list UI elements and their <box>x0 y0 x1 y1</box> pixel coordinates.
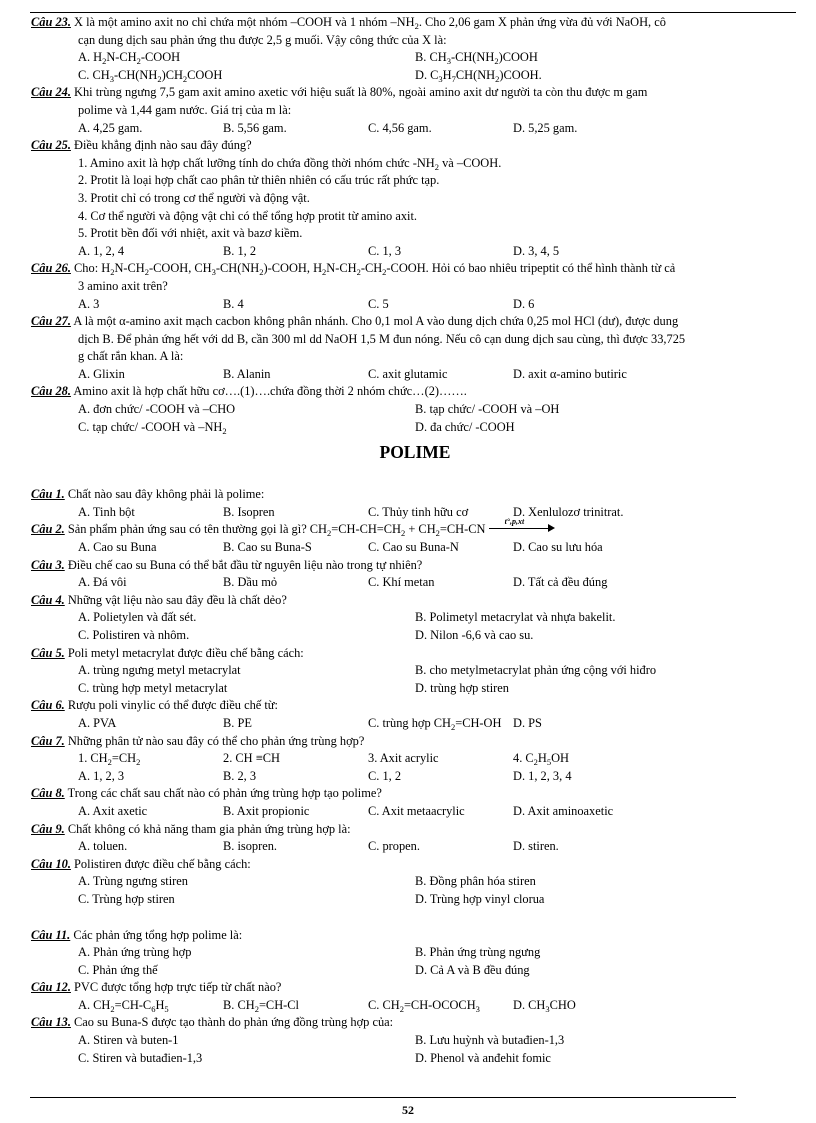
question <box>31 927 799 980</box>
question-text <box>31 313 799 331</box>
answer-option: A. 1, 2, 4 <box>78 243 125 258</box>
answer-option: B. Polimetyl metacrylat và nhựa bakelit. <box>415 610 616 625</box>
question-stem: Điều khẳng định nào sau đây đúng? <box>70 138 252 153</box>
question-text: 3 amino axit trên? <box>78 278 168 293</box>
answer-option: B. Đồng phân hóa stiren <box>415 874 536 889</box>
answer-option: C. 4,56 gam. <box>368 120 432 135</box>
answer-option: D. Tất cả đều đúng <box>513 575 608 590</box>
answer-option: A. 3 <box>78 296 100 311</box>
answer-option: C. Trùng hợp stiren <box>78 891 175 906</box>
statement-item: 4. Cơ thể người và động vật chỉ có thể tổng hợp protit từ amino axit. <box>78 208 418 223</box>
question-text <box>31 486 799 504</box>
answer-option: B. Axit propionic <box>223 803 310 818</box>
question-text <box>31 1014 799 1032</box>
question-text <box>31 645 799 663</box>
answer-option: D. 3, 4, 5 <box>513 243 560 258</box>
answer-options <box>31 67 799 85</box>
answer-options <box>31 574 799 592</box>
answer-option: B. Alanin <box>223 366 271 381</box>
arrow-head <box>548 524 555 532</box>
question <box>31 137 799 260</box>
question-text: dịch B. Để phản ứng hết với dd B, cần 300 ml dd NaOH 1,5 M đun nóng. Nếu cô cạn dung dịch sau cùng, thì được 33,725 <box>78 331 686 346</box>
answer-option: B. Dầu mỏ <box>223 575 278 590</box>
answer-option: A. toluen. <box>78 839 128 854</box>
answer-option: B. Phản ứng trùng ngưng <box>415 945 541 960</box>
question-label: Câu 26. <box>31 261 71 276</box>
answer-option: C. trùng hợp $CH_2=CH-OH$ <box>368 715 502 732</box>
answer-option: A. Glixin <box>78 366 125 381</box>
answer-option: C. Axit metaacrylic <box>368 803 465 818</box>
answer-option: A. Stiren và buten-1 <box>78 1033 179 1048</box>
answer-option: B. 1, 2 <box>223 243 257 258</box>
answer-options <box>31 873 799 891</box>
question-label: Câu 25. <box>31 138 71 153</box>
answer-option: D. Phenol và anđehit fomic <box>415 1050 551 1065</box>
question-text <box>31 517 799 539</box>
question-stem: Cao su Buna-S được tạo thành do phản ứng đồng trùng hợp của: <box>70 1015 394 1030</box>
question-text <box>31 557 799 575</box>
answer-option: D. PS <box>513 715 542 730</box>
question-stem: Những phân tử nào sau đây có thể cho phản ứng trùng hợp? <box>64 733 365 748</box>
question-text <box>31 979 799 997</box>
answer-option: B. isopren. <box>223 839 278 854</box>
question-stem: Rượu poli vinylic có thể được điều chế từ: <box>64 698 278 713</box>
answer-option: A. đơn chức/ -COOH và –CHO <box>78 402 236 417</box>
answer-options <box>31 1050 799 1068</box>
arrow-shaft <box>489 528 549 529</box>
page-content <box>31 14 799 1067</box>
answer-option: D. Cao su lưu hóa <box>513 540 603 555</box>
answer-option: B. Lưu huỳnh và butađien-1,3 <box>415 1033 565 1048</box>
question <box>31 785 799 820</box>
answer-option: C. Stiren và butađien-1,3 <box>78 1050 203 1065</box>
answer-option: C. 5 <box>368 296 389 311</box>
answer-options <box>31 891 799 909</box>
answer-options <box>31 944 799 962</box>
question-stem: Sản phẩm phản ứng sau có tên thường gọi là gì? $CH_2=CH-CH=CH_2 + CH_2=CH-CN$ <box>64 522 486 539</box>
answer-option: A. 4,25 gam. <box>78 120 143 135</box>
answer-option: C. propen. <box>368 839 420 854</box>
statement-item: 1. Amino axit là hợp chất lưỡng tính do chứa đồng thời nhóm chức $-NH_2$ và –COOH. <box>78 155 502 172</box>
answer-options <box>31 627 799 645</box>
answer-options <box>31 366 799 384</box>
question-stem: Những vật liệu nào sau đây đều là chất dẻo? <box>64 592 287 607</box>
answer-option: D. Axit aminoaxetic <box>513 803 614 818</box>
statement-item: 3. Protit chỉ có trong cơ thể người và động vật. <box>78 190 310 205</box>
question-text <box>31 260 799 278</box>
answer-option: D. trùng hợp stiren <box>415 680 509 695</box>
polymer-questions <box>31 486 799 1067</box>
spacer <box>31 909 799 927</box>
answer-options <box>31 609 799 627</box>
answer-option: A. Tinh bột <box>78 504 135 519</box>
answer-option: C. $CH_3-CH(NH_2)CH_2COOH$ <box>78 67 223 84</box>
answer-option: A. $CH_2=CH-C_6H_5$ <box>78 997 169 1014</box>
top-rule <box>30 12 796 13</box>
compound-list <box>31 750 799 768</box>
question-label: Câu 13. <box>31 1015 71 1030</box>
question-label: Câu 4. <box>31 592 65 607</box>
answer-option: C. tạp chức/ -COOH và $-NH_2$ <box>78 419 227 436</box>
answer-option: C. 1, 3 <box>368 243 402 258</box>
question <box>31 697 799 732</box>
question <box>31 1014 799 1067</box>
question-stem: Khi trùng ngưng 7,5 gam axit amino axetic với hiệu suất là 80%, ngoài amino axit dư người ta còn thu được m gam <box>70 85 648 100</box>
answer-options <box>31 419 799 437</box>
answer-option: C. 1, 2 <box>368 768 402 783</box>
answer-option: A. Polietylen và đất sét. <box>78 610 197 625</box>
question-text <box>31 84 799 102</box>
answer-option: C. Cao su Buna-N <box>368 540 459 555</box>
answer-option: B. Cao su Buna-S <box>223 540 312 555</box>
answer-option: B. 2, 3 <box>223 768 257 783</box>
question-label: Câu 10. <box>31 856 71 871</box>
answer-option: C. $CH_2=CH-OCOCH_3$ <box>368 997 480 1014</box>
question-label: Câu 2. <box>31 522 65 537</box>
answer-option: B. Isopren <box>223 504 275 519</box>
question-text <box>31 14 799 32</box>
question-stem: PVC được tổng hợp trực tiếp từ chất nào? <box>70 980 282 995</box>
question-label: Câu 9. <box>31 821 65 836</box>
answer-option: C. Phản ứng thế <box>78 962 158 977</box>
question-text <box>31 697 799 715</box>
question-text <box>31 927 799 945</box>
answer-options <box>31 539 799 557</box>
answer-options <box>31 296 799 314</box>
answer-option: D. đa chức/ -COOH <box>415 419 515 434</box>
question-stem: Trong các chất sau chất nào có phản ứng trùng hợp tạo polime? <box>64 786 382 801</box>
answer-option: D. 1, 2, 3, 4 <box>513 768 572 783</box>
answer-option: B. $CH_3-CH(NH_2)COOH$ <box>415 50 538 67</box>
answer-option: B. 4 <box>223 296 244 311</box>
answer-option: C. Khí metan <box>368 575 435 590</box>
answer-option: C. axit glutamic <box>368 366 448 381</box>
question-label: Câu 23. <box>31 15 71 29</box>
question-text <box>31 137 799 155</box>
answer-option: D. 6 <box>513 296 535 311</box>
question <box>31 645 799 698</box>
compound-item: 3. Axit acrylic <box>368 751 439 766</box>
question-stem: Điều chế cao su Buna có thể bắt đầu từ nguyên liệu nào trong tự nhiên? <box>64 557 423 572</box>
answer-options <box>31 997 799 1015</box>
answer-options <box>31 120 799 138</box>
answer-option: A. Phản ứng trùng hợp <box>78 945 192 960</box>
question-label: Câu 24. <box>31 85 71 100</box>
question-label: Câu 11. <box>31 927 71 942</box>
question <box>31 733 799 786</box>
reaction-arrow-icon <box>489 517 555 533</box>
question-stem: Polistiren được điều chế bằng cách: <box>70 856 251 871</box>
question <box>31 486 799 521</box>
answer-options <box>31 715 799 733</box>
question-stem: Chất không có khả năng tham gia phản ứng trùng hợp là: <box>64 821 351 836</box>
question-text: g chất rắn khan. A là: <box>78 349 184 364</box>
answer-option: D. Nilon -6,6 và cao su. <box>415 628 534 642</box>
answer-options <box>31 1032 799 1050</box>
compound-item: 2. CH ≡CH <box>223 751 280 766</box>
question-label: Câu 1. <box>31 487 65 502</box>
answer-option: A. $H_2N-CH_2$-COOH <box>78 50 181 67</box>
answer-option: D. $CH_3CHO$ <box>513 997 576 1014</box>
answer-option: B. PE <box>223 715 252 730</box>
answer-option: A. Cao su Buna <box>78 540 157 555</box>
question-stem: A là một α-amino axit mạch cacbon không phân nhánh. Cho 0,1 mol A vào dung dịch chứa 0,25 mol HCl (dư), được dung <box>70 314 679 329</box>
question-text: cạn dung dịch sau phản ứng thu được 2,5 g muối. Vậy công thức của X là: <box>78 32 447 47</box>
question-label: Câu 8. <box>31 786 65 801</box>
question-stem: Cho: $H_2N-CH_2$-COOH, $CH_3-CH(NH_2)$-COOH, $H_2N-CH_2-CH_2$-COOH. Hỏi có bao nhiêu tripeptit có thể hình thành từ cả <box>70 261 676 278</box>
question <box>31 856 799 909</box>
question-text <box>31 785 799 803</box>
answer-options <box>31 243 799 261</box>
answer-option: A. 1, 2, 3 <box>78 768 125 783</box>
answer-option: D. Trùng hợp vinyl clorua <box>415 891 545 906</box>
question-text <box>31 821 799 839</box>
question-label: Câu 3. <box>31 557 65 572</box>
answer-options <box>31 803 799 821</box>
answer-option: D. Cả A và B đều đúng <box>415 962 530 977</box>
answer-options <box>31 49 799 67</box>
answer-option: A. Đá vôi <box>78 575 127 590</box>
question-text <box>31 592 799 610</box>
question-stem: X là một amino axit no chỉ chứa một nhóm –COOH và 1 nhóm $-NH_2$. Cho 2,06 gam X phản ứng vừa đủ với NaOH, cô <box>70 15 666 31</box>
question-stem: Amino axit là hợp chất hữu cơ….(1)….chứa đồng thời 2 nhóm chức…(2)……. <box>70 384 467 399</box>
question-stem: Các phản ứng tổng hợp polime là: <box>70 927 243 942</box>
question-label: Câu 6. <box>31 698 65 713</box>
compound-item: 4. $C_2H_5OH$ <box>513 751 570 768</box>
page-number: 52 <box>402 1103 414 1117</box>
question <box>31 313 799 383</box>
question <box>31 84 799 137</box>
answer-option: D. axit α-amino butiric <box>513 366 627 381</box>
answer-option: D. Xenlulozơ trinitrat. <box>513 504 624 519</box>
statement-list <box>31 155 799 243</box>
question-label: Câu 28. <box>31 384 71 399</box>
answer-option: B. $CH_2=CH-Cl$ <box>223 997 299 1014</box>
question <box>31 383 799 436</box>
answer-option: A. trùng ngưng metyl metacrylat <box>78 663 241 678</box>
answer-option: A. PVA <box>78 715 117 730</box>
bottom-rule <box>30 1097 736 1098</box>
question <box>31 260 799 313</box>
answer-option: C. Thủy tinh hữu cơ <box>368 504 469 519</box>
answer-option: A. Trùng ngưng stiren <box>78 874 188 889</box>
question-label: Câu 27. <box>31 314 71 329</box>
question-text <box>31 856 799 874</box>
question <box>31 592 799 645</box>
answer-option: C. Polistiren và nhôm. <box>78 628 190 642</box>
answer-option: A. Axit axetic <box>78 803 148 818</box>
section-title: POLIME <box>379 442 451 463</box>
question <box>31 14 799 84</box>
question <box>31 557 799 592</box>
question <box>31 821 799 856</box>
answer-option: D. 5,25 gam. <box>513 120 578 135</box>
question <box>31 517 799 556</box>
question-stem: Poli metyl metacrylat được điều chế bằng cách: <box>64 645 304 660</box>
answer-option: B. 5,56 gam. <box>223 120 287 135</box>
arrow-condition-label: t°,p,xt <box>504 517 525 527</box>
amino-acid-questions <box>31 14 799 436</box>
answer-option: D. $C_3H_7CH(NH_2)COOH$. <box>415 67 542 84</box>
answer-options <box>31 662 799 680</box>
answer-options <box>31 962 799 980</box>
question-text <box>31 383 799 401</box>
question-text <box>31 733 799 751</box>
question <box>31 979 799 1014</box>
question-label: Câu 12. <box>31 980 71 995</box>
question-label: Câu 7. <box>31 733 65 748</box>
answer-options <box>31 768 799 786</box>
compound-item: 1. $CH_2=CH_2$ <box>78 751 141 768</box>
answer-options <box>31 504 799 522</box>
answer-option: D. stiren. <box>513 839 559 854</box>
answer-option: C. trùng hợp metyl metacrylat <box>78 680 228 695</box>
statement-item: 5. Protit bền đối với nhiệt, axit và bazơ kiềm. <box>78 226 303 241</box>
answer-option: B. tạp chức/ -COOH và –OH <box>415 402 560 417</box>
question-label: Câu 5. <box>31 645 65 660</box>
answer-options <box>31 838 799 856</box>
answer-option: B. cho metylmetacrylat phản ứng cộng với hiđro <box>415 663 657 678</box>
answer-options <box>31 680 799 698</box>
answer-options <box>31 401 799 419</box>
question-stem: Chất nào sau đây không phải là polime: <box>64 487 265 502</box>
statement-item: 2. Protit là loại hợp chất cao phân tử thiên nhiên có cấu trúc rất phức tạp. <box>78 173 440 188</box>
question-text: polime và 1,44 gam nước. Giá trị của m là: <box>78 102 292 117</box>
